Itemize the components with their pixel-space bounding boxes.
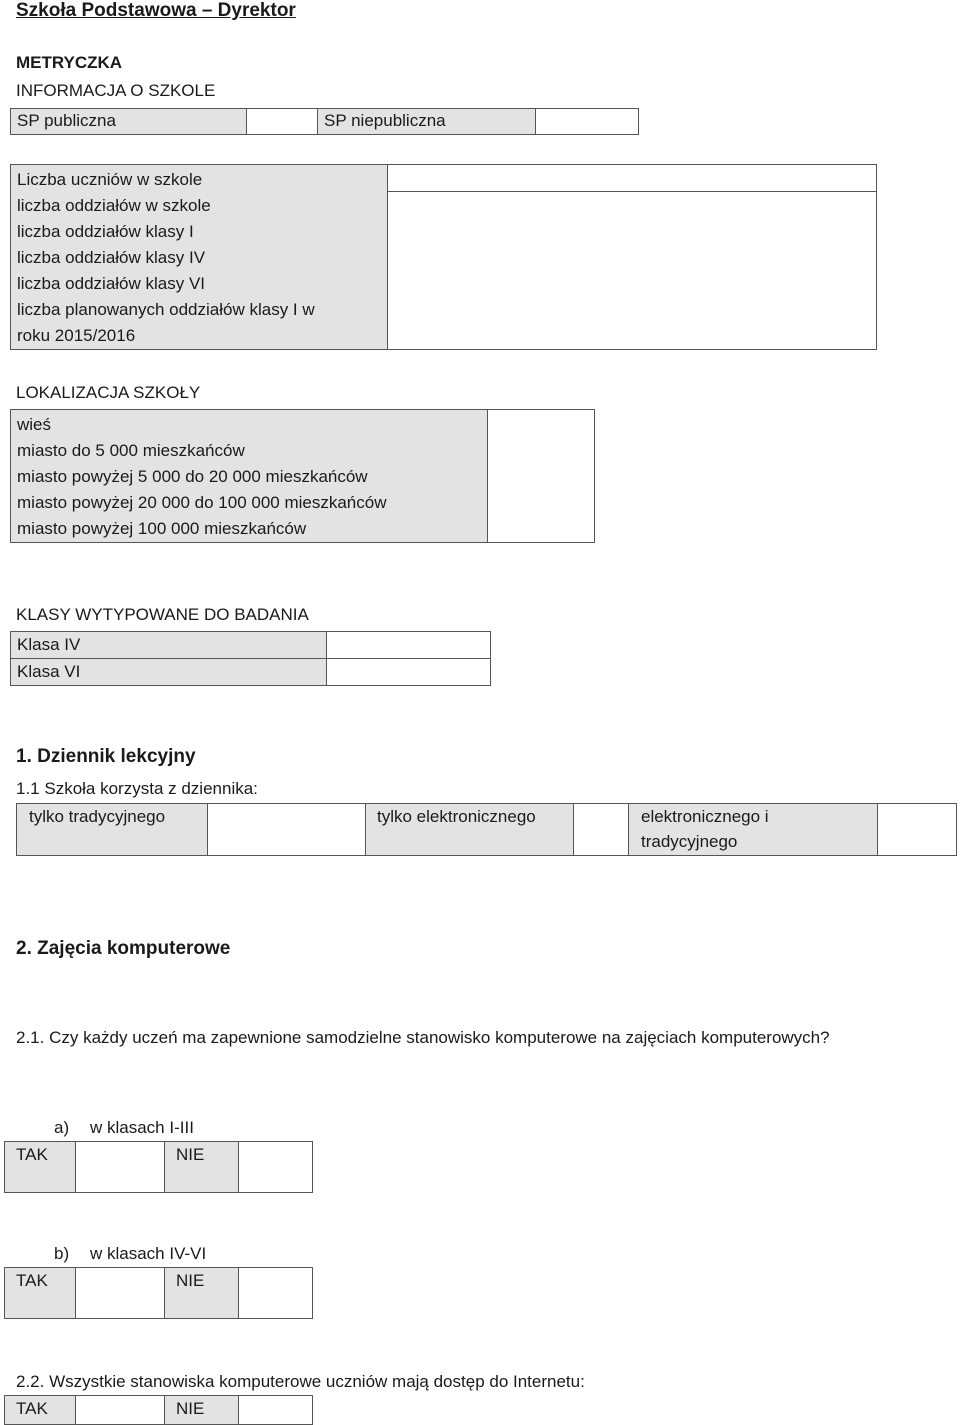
section-1-question: 1.1 Szkoła korzysta z dziennika: <box>16 779 258 798</box>
item-b-letter: b) <box>54 1244 70 1263</box>
journal-traditional-checkbox[interactable] <box>207 803 366 856</box>
internet-no-checkbox[interactable] <box>238 1395 313 1425</box>
location-option: miasto powyżej 20 000 do 100 000 mieszkańców <box>17 493 387 512</box>
counts-row: liczba oddziałów klasy I <box>17 222 194 241</box>
class-iv-label: Klasa IV <box>10 631 327 659</box>
section-1-heading: 1. Dziennik lekcyjny <box>16 746 196 767</box>
b-yes-checkbox[interactable] <box>75 1267 165 1319</box>
item-a-label: w klasach I-III <box>90 1118 194 1137</box>
sp-public-label: SP publiczna <box>10 108 247 135</box>
location-labels <box>10 409 488 543</box>
b-yes-label: TAK <box>4 1267 76 1319</box>
question-2-2: 2.2. Wszystkie stanowiska komputerowe uczniów mają dostęp do Internetu: <box>16 1372 585 1391</box>
journal-both-line: elektronicznego i <box>641 807 769 826</box>
metryczka-heading: METRYCZKA <box>16 53 123 72</box>
a-no-label: NIE <box>164 1141 239 1193</box>
journal-both-label <box>628 803 878 856</box>
journal-both-checkbox[interactable] <box>877 803 957 856</box>
journal-traditional-label: tylko tradycyjnego <box>16 803 208 856</box>
counts-row: Liczba uczniów w szkole <box>17 170 203 189</box>
page-title: Szkoła Podstawowa – Dyrektor <box>16 0 296 21</box>
sp-nonpublic-checkbox[interactable] <box>535 108 639 135</box>
counts-row: liczba oddziałów klasy VI <box>17 274 206 293</box>
counts-row: liczba oddziałów klasy IV <box>17 248 206 267</box>
location-option: wieś <box>17 415 52 434</box>
sp-nonpublic-label: SP niepubliczna <box>317 108 536 135</box>
journal-electronic-label: tylko elektronicznego <box>365 803 574 856</box>
students-count-input[interactable] <box>387 164 877 192</box>
section-2-heading: 2. Zajęcia komputerowe <box>16 938 231 959</box>
counts-value-input[interactable] <box>387 191 877 350</box>
internet-yes-checkbox[interactable] <box>75 1395 165 1425</box>
item-a-letter: a) <box>54 1118 70 1137</box>
b-no-label: NIE <box>164 1267 239 1319</box>
b-no-checkbox[interactable] <box>238 1267 313 1319</box>
counts-row: liczba planowanych oddziałów klasy I w <box>17 300 315 319</box>
internet-no-label: NIE <box>164 1395 239 1425</box>
question-2-1: 2.1. Czy każdy uczeń ma zapewnione samodzielne stanowisko komputerowe na zajęciach komputerowych? <box>16 1028 830 1047</box>
counts-row: roku 2015/2016 <box>17 326 136 345</box>
item-b-label: w klasach IV-VI <box>90 1244 207 1263</box>
location-option: miasto powyżej 100 000 mieszkańców <box>17 519 307 538</box>
journal-both-line: tradycyjnego <box>641 832 738 851</box>
sp-public-checkbox[interactable] <box>246 108 318 135</box>
class-vi-label: Klasa VI <box>10 658 327 686</box>
location-checkbox-column[interactable] <box>487 409 595 543</box>
location-option: miasto do 5 000 mieszkańców <box>17 441 245 460</box>
location-heading: LOKALIZACJA SZKOŁY <box>16 383 201 402</box>
a-yes-label: TAK <box>4 1141 76 1193</box>
school-info-heading: INFORMACJA O SZKOLE <box>16 81 216 100</box>
internet-yes-label: TAK <box>4 1395 76 1425</box>
counts-row: liczba oddziałów w szkole <box>17 196 211 215</box>
class-iv-input[interactable] <box>326 631 491 659</box>
class-vi-input[interactable] <box>326 658 491 686</box>
a-yes-checkbox[interactable] <box>75 1141 165 1193</box>
counts-labels <box>10 164 388 350</box>
journal-electronic-checkbox[interactable] <box>573 803 629 856</box>
a-no-checkbox[interactable] <box>238 1141 313 1193</box>
classes-heading: KLASY WYTYPOWANE DO BADANIA <box>16 605 309 624</box>
location-option: miasto powyżej 5 000 do 20 000 mieszkańców <box>17 467 368 486</box>
